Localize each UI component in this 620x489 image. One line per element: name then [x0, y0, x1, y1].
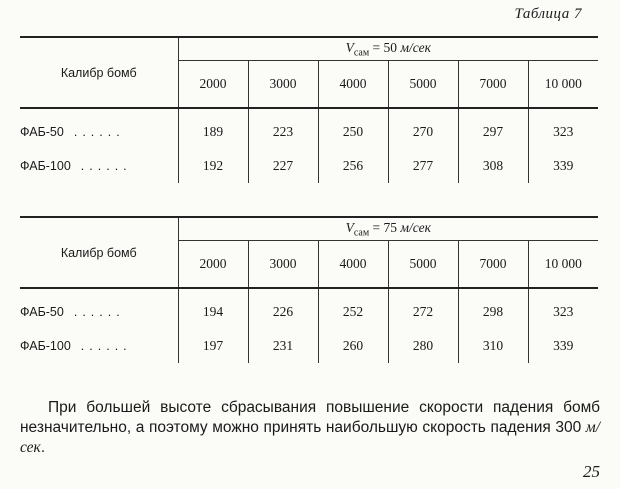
table-caption: Таблица 7	[514, 6, 582, 22]
speed-value: 260	[318, 329, 388, 363]
speed-value: 250	[318, 115, 388, 149]
speed-value: 223	[248, 115, 318, 149]
speed-value: 231	[248, 329, 318, 363]
speed-value: 197	[178, 329, 248, 363]
table-row: ФАБ-100 ...... 192 227 256 277 308 339	[20, 149, 598, 183]
speed-value: 252	[318, 295, 388, 329]
speed-value: 189	[178, 115, 248, 149]
speed-value: 310	[458, 329, 528, 363]
bomb-label: ФАБ-100	[20, 339, 71, 353]
speed-value: 308	[458, 149, 528, 183]
height-col-header: 4000	[318, 61, 388, 109]
speed-value: 339	[528, 149, 598, 183]
paragraph-text: При большей высоте сбрасывания повышение скорости падения бомб незначительно, а поэтому можно принять наибольшую скорость падения 300	[20, 399, 600, 436]
speed-value: 256	[318, 149, 388, 183]
height-col-header: 4000	[318, 241, 388, 289]
speed-value: 323	[528, 295, 598, 329]
height-col-header: 3000	[248, 61, 318, 109]
body-paragraph: При большей высоте сбрасывания повышение скорости падения бомб незначительно, а поэтому можно принять наибольшую скорость падения 300 м/сек.	[20, 399, 600, 456]
speed-header: $V_{сам} = 50$ м/сек	[178, 37, 598, 61]
speed-value: 298	[458, 295, 528, 329]
speed-value: 192	[178, 149, 248, 183]
height-col-header: 2000	[178, 61, 248, 109]
bomb-label: ФАБ-50	[20, 305, 64, 319]
speed-value: 280	[388, 329, 458, 363]
table-row: ФАБ-100 ...... 197 231 260 280 310 339	[20, 329, 598, 363]
height-col-header: 2000	[178, 241, 248, 289]
speed-value: 297	[458, 115, 528, 149]
speed-value: 194	[178, 295, 248, 329]
height-col-header: 5000	[388, 61, 458, 109]
speed-header: $V_{сам} = 75$ м/сек	[178, 217, 598, 241]
height-col-header: 7000	[458, 241, 528, 289]
height-col-header: 3000	[248, 241, 318, 289]
speed-value: 323	[528, 115, 598, 149]
height-col-header: 10 000	[528, 241, 598, 289]
speed-value: 272	[388, 295, 458, 329]
bomb-label: ФАБ-100	[20, 159, 71, 173]
table-row: ФАБ-50 ...... 194 226 252 272 298 323	[20, 295, 598, 329]
caliber-header: Калибр бомб	[60, 65, 137, 80]
speed-value: 277	[388, 149, 458, 183]
speed-value: 339	[528, 329, 598, 363]
height-col-header: 10 000	[528, 61, 598, 109]
speed-value: 227	[248, 149, 318, 183]
speed-value: 270	[388, 115, 458, 149]
fall-speed-table-2	[20, 216, 598, 363]
page-number: 25	[583, 462, 600, 481]
paragraph-unit: м/сек	[20, 419, 600, 456]
table-row: ФАБ-50 ...... 189 223 250 270 297 323	[20, 115, 598, 149]
height-col-header: 7000	[458, 61, 528, 109]
caliber-header: Калибр бомб	[60, 245, 137, 260]
speed-value: 226	[248, 295, 318, 329]
bomb-label: ФАБ-50	[20, 125, 64, 139]
height-col-header: 5000	[388, 241, 458, 289]
fall-speed-table-1	[20, 36, 598, 183]
